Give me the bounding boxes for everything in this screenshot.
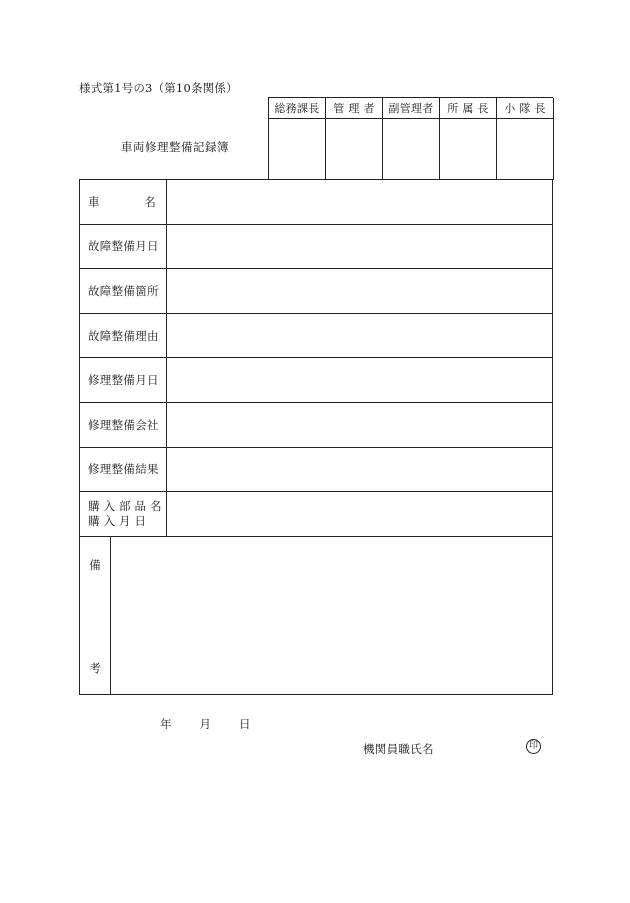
approval-header-department-head: 所 属 長 <box>440 98 497 119</box>
field-repair-result[interactable] <box>167 448 553 492</box>
row-purchased-parts <box>80 492 553 537</box>
field-remarks[interactable] <box>111 537 553 694</box>
form-id: 様式第1号の3（第10条関係） <box>79 81 238 95</box>
repair-record-table <box>79 179 553 695</box>
document-title: 車両修理整備記録簿 <box>121 140 229 154</box>
label-vehicle-name <box>80 180 167 224</box>
approval-stamp-general-affairs[interactable] <box>269 119 326 180</box>
approval-stamp-squad-leader[interactable] <box>497 119 554 180</box>
approval-stamp-department-head[interactable] <box>440 119 497 180</box>
row-vehicle-name <box>80 180 553 225</box>
row-fault-location <box>80 269 553 314</box>
engineer-name-label: 機関員職氏名 <box>363 742 434 756</box>
field-fault-reason[interactable] <box>167 314 553 358</box>
label-purchased-parts <box>80 492 167 536</box>
seal-icon: 印 <box>526 739 541 754</box>
approval-header-administrator: 管 理 者 <box>326 98 383 119</box>
field-purchased-parts[interactable] <box>167 492 553 536</box>
approval-header-squad-leader: 小 隊 長 <box>497 98 554 119</box>
approval-header-general-affairs: 総務課長 <box>269 98 326 119</box>
row-fault-date <box>80 225 553 270</box>
label-purchased-part-name: 購入部品名 <box>88 498 166 513</box>
date-year-label: 年 <box>160 717 172 731</box>
label-fault-reason: 故障整備理由 <box>80 314 167 358</box>
row-repair-company <box>80 403 553 448</box>
label-fault-date: 故障整備月日 <box>80 225 167 269</box>
row-fault-reason <box>80 314 553 359</box>
row-repair-result <box>80 448 553 493</box>
field-fault-location[interactable] <box>167 269 553 313</box>
approval-stamp-table <box>268 97 553 179</box>
row-repair-date <box>80 358 553 403</box>
label-repair-company: 修理整備会社 <box>80 403 167 447</box>
approval-stamp-administrator[interactable] <box>326 119 383 180</box>
label-vehicle-name-part2: 名 <box>144 194 156 209</box>
label-vehicle-name-part1: 車 <box>88 194 100 209</box>
field-repair-company[interactable] <box>167 403 553 447</box>
row-remarks <box>80 537 553 695</box>
label-purchase-date: 購入月日 <box>88 513 150 528</box>
field-repair-date[interactable] <box>167 358 553 402</box>
field-vehicle-name[interactable] <box>167 180 553 224</box>
label-remarks <box>80 537 111 694</box>
label-repair-date: 修理整備月日 <box>80 358 167 402</box>
field-fault-date[interactable] <box>167 225 553 269</box>
date-line <box>160 716 251 732</box>
label-remarks-bottom: 考 <box>89 660 101 675</box>
approval-header-deputy-administrator: 副管理者 <box>383 98 440 119</box>
label-remarks-top: 備 <box>89 557 101 572</box>
label-fault-location: 故障整備箇所 <box>80 269 167 313</box>
approval-stamp-deputy-administrator[interactable] <box>383 119 440 180</box>
label-repair-result: 修理整備結果 <box>80 448 167 492</box>
date-month-label: 月 <box>199 717 211 731</box>
date-day-label: 日 <box>239 717 251 731</box>
